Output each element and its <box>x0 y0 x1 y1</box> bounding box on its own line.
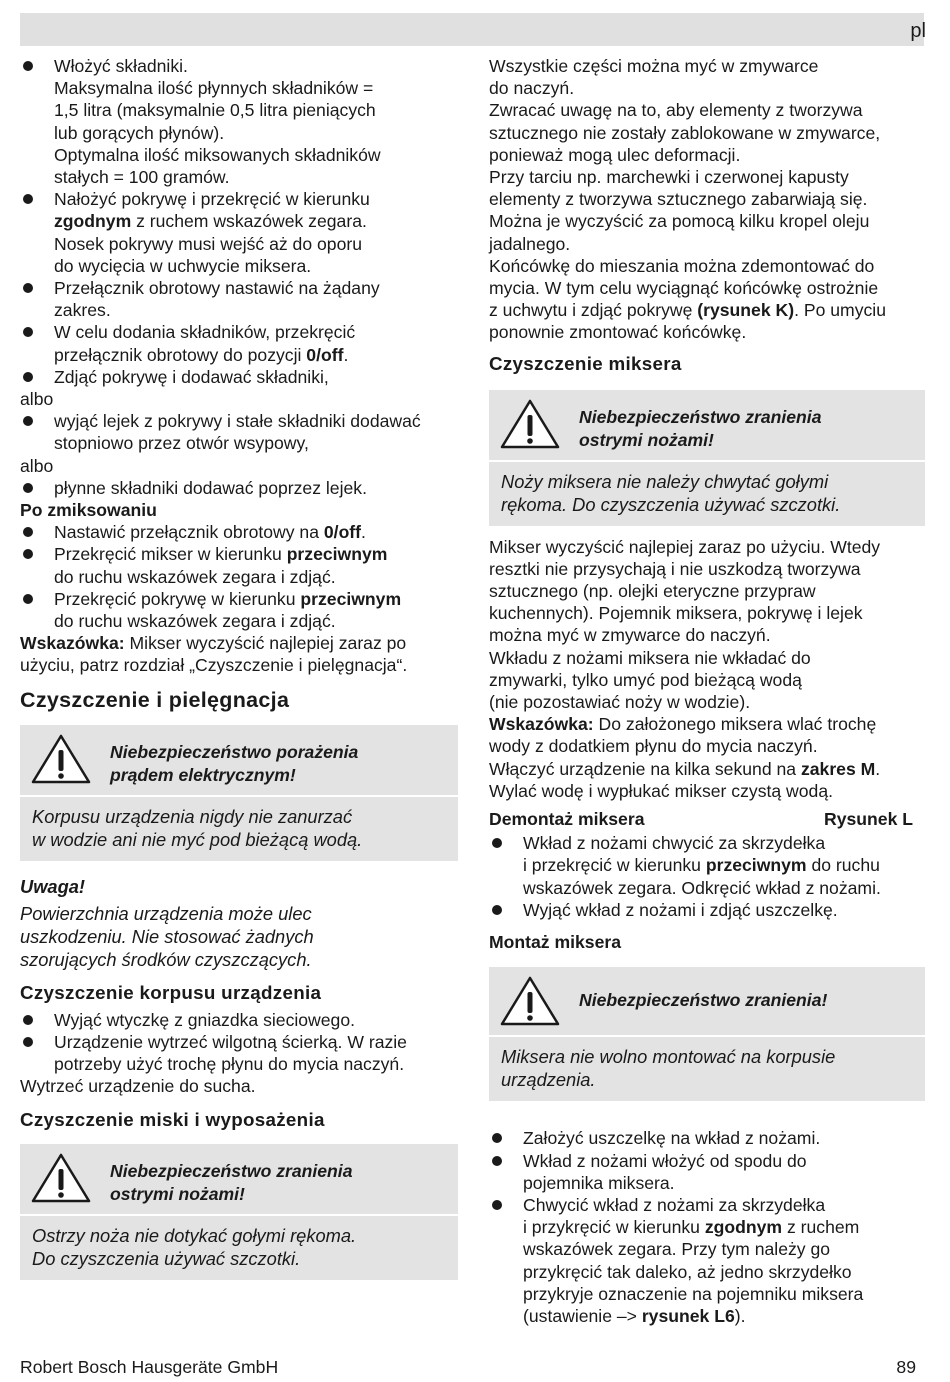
paragraph: Zwracać uwagę na to, aby elementy z tworzywa sztucznego nie zostały zablokowane w zmywarce, ponieważ mogą ulec deformacji. <box>489 100 881 165</box>
list-item: Przełącznik obrotowy nastawić na żądany zakres. <box>20 277 458 321</box>
warning-triangle-icon <box>499 398 561 450</box>
list-item: wyjąć lejek z pokrywy i stałe składniki dodawać stopniowo przez otwór wsypowy, <box>20 410 458 454</box>
paragraph: Wkładu z nożami miksera nie wkładać do zmywarki, tylko umyć pod bieżącą wodą (nie pozostawiać noży w wodzie). <box>489 647 811 713</box>
caution-text: Powierzchnia urządzenia może ulec uszkodzeniu. Nie stosować żadnych szorujących środków czyszczących. <box>20 902 314 970</box>
bullet-icon <box>23 194 33 204</box>
list-item: Wyjąć wtyczkę z gniazdka sieciowego. <box>20 1009 458 1031</box>
bullet-icon <box>23 372 33 382</box>
list-item: Wyjąć wkład z nożami i zdjąć uszczelkę. <box>489 899 925 921</box>
paragraph: Przy tarciu np. marchewki i czerwonej kapusty elementy z tworzywa sztucznego zabarwiają się. Można je wyczyścić za pomocą kilku kropel oleju jadalnego. <box>489 167 870 254</box>
or-text: albo <box>20 455 54 476</box>
warning-box: Niebezpieczeństwo zranienia ostrymi nożami! Noży miksera nie należy chwytać gołymi rękoma. Do czyszczenia używać szczotki. <box>489 390 925 526</box>
bullet-icon <box>492 1156 502 1166</box>
list-item: W celu dodania składników, przekręcić przełącznik obrotowy do pozycji 0/off. <box>20 321 458 365</box>
paragraph: Wytrzeć urządzenie do sucha. <box>20 1076 256 1097</box>
section-heading: Czyszczenie i pielęgnacja <box>20 687 290 712</box>
list-item: Wkład z nożami włożyć od spodu do pojemnika miksera. <box>489 1150 925 1194</box>
bullet-icon <box>492 1200 502 1210</box>
bullet-icon <box>492 1133 502 1143</box>
figure-reference: Rysunek L <box>824 809 913 830</box>
disassembly-title: Demontaż miksera <box>489 809 645 830</box>
list-item: Wkład z nożami chwycić za skrzydełka i przekręcić w kierunku przeciwnym do ruchu wskazówek zegara. Odkręcić wkład z nożami. <box>489 832 925 899</box>
tip-paragraph: Wskazówka: Mikser wyczyścić najlepiej zaraz po użyciu, patrz rozdział „Czyszczenie i pielęgnacja“. <box>20 633 408 676</box>
list-item: płynne składniki dodawać poprzez lejek. <box>20 477 458 499</box>
footer-company: Robert Bosch Hausgeräte GmbH <box>20 1357 279 1377</box>
subheading <box>489 808 925 830</box>
bullet-icon <box>492 905 502 915</box>
warning-box: Niebezpieczeństwo zranienia ostrymi nożami! Ostrzy noża nie dotykać gołymi rękoma. Do czyszczenia używać szczotki. <box>20 1144 458 1280</box>
bullet-icon <box>23 594 33 604</box>
section-heading: Czyszczenie miksera <box>489 352 682 374</box>
bullet-icon <box>23 483 33 493</box>
subheading: Montaż miksera <box>489 932 621 953</box>
bullet-icon <box>23 549 33 559</box>
bullet-icon <box>23 283 33 293</box>
list-item: Nastawić przełącznik obrotowy na 0/off. <box>20 521 458 543</box>
language-code: pl <box>910 20 926 42</box>
paragraph: Wszystkie części można myć w zmywarce do naczyń. <box>489 56 819 99</box>
bullet-icon <box>23 527 33 537</box>
list-item: Przekręcić mikser w kierunku przeciwnym do ruchu wskazówek zegara i zdjąć. <box>20 543 458 587</box>
warning-box: Niebezpieczeństwo zranienia! Miksera nie wolno montować na korpusie urządzenia. <box>489 967 925 1101</box>
warning-triangle-icon <box>30 1152 92 1204</box>
paragraph: Mikser wyczyścić najlepiej zaraz po użyciu. Wtedy resztki nie przysychają i nie uszkodzą tworzywa sztucznego (np. olejki eteryczne przypraw kuchennych). Pojemnik miksera, pokrywę i lejek można myć w zmywarce do naczyń. <box>489 536 881 646</box>
list-item: Urządzenie wytrzeć wilgotną ścierką. W razie potrzeby użyć trochę płynu do mycia naczyń. <box>20 1031 458 1075</box>
right-column <box>489 55 925 1327</box>
section-heading: Czyszczenie miski i wyposażenia <box>20 1108 325 1130</box>
left-column <box>20 55 458 1290</box>
bullet-icon <box>23 61 33 71</box>
list-item: Zdjąć pokrywę i dodawać składniki, <box>20 366 458 388</box>
paragraph: Końcówkę do mieszania można zdemontować do mycia. W tym celu wyciągnąć końcówkę ostrożnie z uchwytu i zdjąć pokrywę (rysunek K). Po umyciu ponownie zmontować końcówkę. <box>489 255 886 343</box>
header-bar <box>20 13 924 46</box>
section-heading: Czyszczenie korpusu urządzenia <box>20 981 322 1003</box>
tip-paragraph: Wskazówka: Do założonego miksera wlać trochę wody z dodatkiem płynu do mycia naczyń. Włączyć urządzenie na kilka sekund na zakres M. Wylać wodę i wypłukać mikser czystą wodą. <box>489 714 881 801</box>
list-item: Założyć uszczelkę na wkład z nożami. <box>489 1127 925 1149</box>
subheading: Po zmiksowaniu <box>20 500 157 521</box>
page-number: 89 <box>896 1357 916 1377</box>
bullet-icon <box>23 327 33 337</box>
list-item: Włożyć składniki. Maksymalna ilość płynnych składników = 1,5 litra (maksymalnie 0,5 litra pieniących lub gorących płynów). Optymalna ilość miksowanych składników stałych = 100 gramów. <box>20 55 458 188</box>
warning-triangle-icon <box>499 975 561 1027</box>
list-item: Przekręcić pokrywę w kierunku przeciwnym do ruchu wskazówek zegara i zdjąć. <box>20 588 458 632</box>
list-item: Nałożyć pokrywę i przekręcić w kierunku zgodnym z ruchem wskazówek zegara. Nosek pokrywy musi wejść aż do oporu do wycięcia w uchwycie miksera. <box>20 188 458 277</box>
bullet-icon <box>23 1037 33 1047</box>
bullet-icon <box>492 838 502 848</box>
caution-label: Uwaga! <box>20 875 86 897</box>
bullet-icon <box>23 416 33 426</box>
or-text: albo <box>20 389 54 410</box>
list-item: Chwycić wkład z nożami za skrzydełka i przykręcić w kierunku zgodnym z ruchem wskazówek zegara. Przy tym należy go przykręcić tak daleko, aż jedno skrzydełko przykryje oznaczenie na pojemniku miksera (ustawienie –> rysunek L6). <box>489 1194 925 1327</box>
warning-triangle-icon <box>30 733 92 785</box>
warning-box: Niebezpieczeństwo porażenia prądem elektrycznym! Korpusu urządzenia nigdy nie zanurzać w wodzie ani nie myć pod bieżącą wodą. <box>20 725 458 861</box>
bullet-icon <box>23 1015 33 1025</box>
